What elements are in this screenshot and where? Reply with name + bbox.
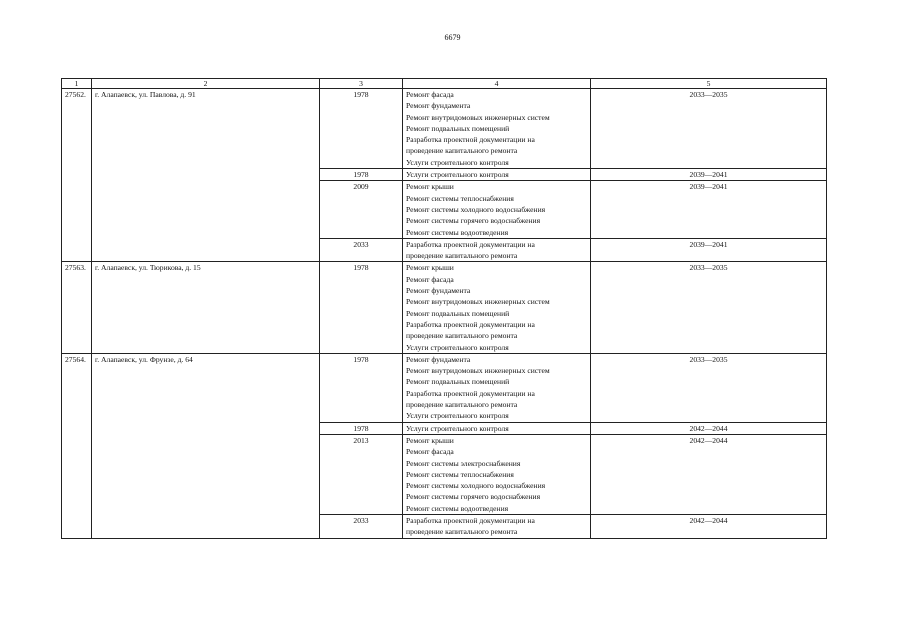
- work-item: Ремонт системы водоотведения: [406, 503, 509, 513]
- work-item: проведение капитального ремонта: [406, 400, 518, 410]
- work-list: [403, 89, 591, 169]
- work-item: Разработка проектной документации на: [406, 135, 535, 145]
- work-item: Ремонт подвальных помещений: [406, 308, 510, 318]
- work-item: проведение капитального ремонта: [406, 331, 518, 341]
- work-item: Ремонт системы холодного водоснабжения: [406, 481, 546, 491]
- work-item: Ремонт фасада: [406, 90, 454, 99]
- group-year: 2013: [320, 434, 403, 514]
- work-item: Ремонт системы горячего водоснабжения: [406, 216, 541, 226]
- group-period: 2039—2041: [591, 181, 827, 238]
- work-item: Разработка проектной документации на: [406, 319, 535, 329]
- work-list: [403, 262, 591, 353]
- work-item: Ремонт системы холодного водоснабжения: [406, 204, 546, 214]
- work-item: Услуги строительного контроля: [406, 423, 509, 433]
- table-header-row: [62, 79, 827, 89]
- work-item: Ремонт системы теплоснабжения: [406, 193, 514, 203]
- group-period: 2039—2041: [591, 238, 827, 262]
- entry-number: 27562.: [62, 89, 92, 262]
- column-header: 1: [62, 79, 92, 89]
- group-year: 2009: [320, 181, 403, 238]
- group-period: 2033—2035: [591, 262, 827, 353]
- work-item: проведение капитального ремонта: [406, 251, 518, 261]
- work-item: Услуги строительного контроля: [406, 170, 509, 180]
- work-item: Услуги строительного контроля: [406, 411, 509, 421]
- work-item: Ремонт фасада: [406, 447, 454, 457]
- work-item: Ремонт фундамента: [406, 286, 471, 296]
- work-item: проведение капитального ремонта: [406, 146, 518, 156]
- page-number: 6679: [444, 33, 461, 42]
- work-item: Услуги строительного контроля: [406, 342, 509, 352]
- entry-address: г. Алапаевск, ул. Павлова, д. 91: [92, 89, 320, 262]
- work-item: Ремонт подвальных помещений: [406, 123, 510, 133]
- group-period: 2042—2044: [591, 422, 827, 434]
- entry-address: г. Алапаевск, ул. Тюрикова, д. 15: [92, 262, 320, 353]
- group-period: 2042—2044: [591, 514, 827, 538]
- entry-number: 27563.: [62, 262, 92, 353]
- work-item: Ремонт внутридомовых инженерных систем: [406, 112, 550, 122]
- work-list: [403, 181, 591, 238]
- work-list: [403, 169, 591, 181]
- work-item: Ремонт системы водоотведения: [406, 227, 509, 237]
- work-item: Ремонт системы горячего водоснабжения: [406, 492, 541, 502]
- work-item: Ремонт фундамента: [406, 354, 471, 364]
- group-year: 2033: [320, 238, 403, 262]
- column-header: 2: [92, 79, 320, 89]
- group-year: 1978: [320, 89, 403, 169]
- work-list: [403, 514, 591, 538]
- group-year: 2033: [320, 514, 403, 538]
- group-period: 2042—2044: [591, 434, 827, 514]
- work-item: Разработка проектной документации на: [406, 388, 535, 398]
- table-row: [62, 353, 827, 422]
- work-list: [403, 434, 591, 514]
- work-item: Услуги строительного контроля: [406, 157, 509, 167]
- repair-schedule-table: [61, 78, 827, 539]
- table-row: [62, 262, 827, 353]
- work-item: Ремонт внутридомовых инженерных систем: [406, 297, 550, 307]
- table-row: [62, 89, 827, 169]
- work-list: [403, 238, 591, 262]
- column-header: 3: [320, 79, 403, 89]
- work-item: Ремонт фасада: [406, 274, 454, 284]
- work-list: [403, 422, 591, 434]
- work-list: [403, 353, 591, 422]
- group-year: 1978: [320, 353, 403, 422]
- group-year: 1978: [320, 262, 403, 353]
- group-period: 2033—2035: [591, 353, 827, 422]
- entry-number: 27564.: [62, 353, 92, 538]
- group-year: 1978: [320, 169, 403, 181]
- work-item: Ремонт системы теплоснабжения: [406, 469, 514, 479]
- column-header: 4: [403, 79, 591, 89]
- work-item: Ремонт крыши: [406, 263, 454, 273]
- group-year: 1978: [320, 422, 403, 434]
- work-item: Ремонт фундамента: [406, 101, 471, 111]
- work-item: Ремонт крыши: [406, 435, 454, 445]
- work-item: Разработка проектной документации на: [406, 239, 535, 249]
- group-period: 2039—2041: [591, 169, 827, 181]
- entry-address: г. Алапаевск, ул. Фрунзе, д. 64: [92, 353, 320, 538]
- work-item: Ремонт крыши: [406, 182, 454, 192]
- work-item: Ремонт системы электроснабжения: [406, 458, 521, 468]
- work-item: Ремонт подвальных помещений: [406, 377, 510, 387]
- work-item: Ремонт внутридомовых инженерных систем: [406, 366, 550, 376]
- work-item: Разработка проектной документации на: [406, 515, 535, 525]
- work-item: проведение капитального ремонта: [406, 527, 518, 537]
- group-period: 2033—2035: [591, 89, 827, 169]
- column-header: 5: [591, 79, 827, 89]
